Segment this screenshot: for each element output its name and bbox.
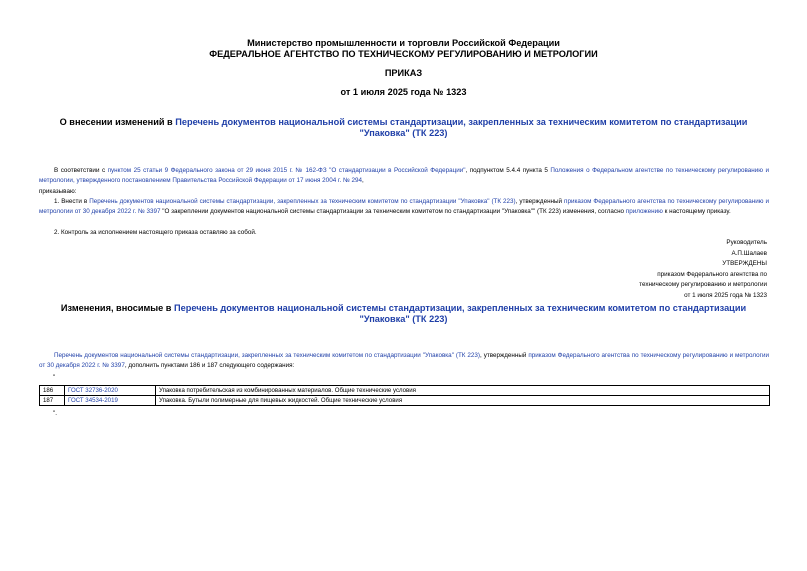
table-row (40, 386, 770, 396)
changes-title (38, 303, 769, 325)
appendix-link[interactable]: приложению (625, 207, 663, 215)
standard-name: Упаковка. Бутыли полимерные для пищевых жидкостей. Общие технические условия (156, 396, 770, 406)
item-2-paragraph: 2. Контроль за исполнением настоящего приказа оставляю за собой. (54, 229, 257, 236)
standards-table (39, 385, 770, 406)
preamble-text-2: , подпунктом 5.4.4 пункта 5 (465, 167, 551, 174)
item-1-list-link[interactable]: Перечень документов национальной системы стандартизации, закрепленных за техническим комитетом по стандартизации "Упаковка" (ТК 223) (89, 198, 516, 205)
row-number: 187 (40, 396, 65, 406)
standard-code (65, 396, 156, 406)
item-1-text-1: 1. Внести в (54, 198, 90, 205)
preamble-paragraph (39, 166, 769, 185)
row-number: 186 (40, 386, 65, 396)
doc-type: ПРИКАЗ (384, 68, 423, 78)
preamble-text-1: В соответствии с (54, 167, 108, 174)
open-quote: " (53, 374, 56, 381)
item-1-order-link[interactable]: приказом Федерального агентства по техническому регулированию и метрологии от 30 декабря 2022 г. № 3397 (39, 198, 769, 215)
changes-order-link[interactable]: приказом Федерального агентства по техническому регулированию и метрологии от 30 декабря 2022 г. № 3397 (39, 352, 769, 369)
approval-line-3: техническому регулированию и метрологии (639, 281, 767, 288)
changes-list-link[interactable]: Перечень документов национальной системы стандартизации, закрепленных за техническим комитетом по стандартизации "Упаковка" (ТК 223) (54, 352, 481, 359)
doc-date-number: от 1 июля 2025 года № 1323 (340, 87, 467, 97)
approval-line-4: от 1 июля 2025 года № 1323 (684, 292, 767, 299)
order-title-link[interactable]: Перечень документов национальной системы стандартизации, закрепленных за техническим комитетом по стандартизации "Упаковка" (ТК 223) (175, 117, 748, 138)
changes-paragraph (39, 351, 769, 370)
standard-name: Упаковка потребительская из комбинированных материалов. Общие технические условия (156, 386, 770, 396)
order-title (38, 117, 769, 139)
regulation-link[interactable]: Положения о Федеральном агентстве по техническому регулированию и метрологии, утвержденного постановлением Правительства Российской Федерации от 17 июня 2004 г. № 294 (39, 167, 769, 184)
agency-heading: ФЕДЕРАЛЬНОЕ АГЕНТСТВО ПО ТЕХНИЧЕСКОМУ РЕГУЛИРОВАНИЮ И МЕТРОЛОГИИ (209, 49, 598, 59)
standard-code-link[interactable]: ГОСТ 32736-2020 (68, 387, 118, 394)
approval-line-2: приказом Федерального агентства по (657, 271, 767, 278)
signature-role: Руководитель (726, 239, 767, 246)
signature-name: А.П.Шалаев (731, 250, 767, 257)
item-1-text-2: , утвержденный (515, 198, 565, 205)
order-word: приказываю: (39, 188, 77, 195)
close-quote: ". (53, 410, 57, 417)
item-1-text-4: к настоящему приказу. (662, 207, 731, 215)
changes-text-1: , утвержденный (480, 352, 529, 359)
federal-law-link[interactable]: пунктом 25 статьи 9 Федерального закона от 29 июня 2015 г. № 162-ФЗ "О стандартизации в Российской Федерации" (107, 167, 466, 174)
order-title-prefix: О внесении изменений в (59, 117, 176, 127)
table-row (40, 396, 770, 406)
approval-line-1: УТВЕРЖДЕНЫ (722, 260, 767, 267)
preamble-text-3: , (361, 176, 364, 184)
ministry-heading: Министерство промышленности и торговли Российской Федерации (247, 38, 560, 48)
item-1-text-3: "О закреплении документов национальной системы стандартизации за техническим комитетом по стандартизации "Упаковка"" (ТК 223) изменения, согласно (160, 207, 626, 215)
changes-text-2: , дополнить пунктами 186 и 187 следующего содержания: (124, 361, 295, 369)
changes-title-prefix: Изменения, вносимые в (60, 303, 174, 313)
item-1-paragraph (39, 197, 769, 216)
changes-title-link[interactable]: Перечень документов национальной системы стандартизации, закрепленных за техническим комитетом по стандартизации "Упаковка" (ТК 223) (174, 303, 747, 324)
standard-code (65, 386, 156, 396)
standard-code-link[interactable]: ГОСТ 34534-2019 (68, 397, 118, 404)
